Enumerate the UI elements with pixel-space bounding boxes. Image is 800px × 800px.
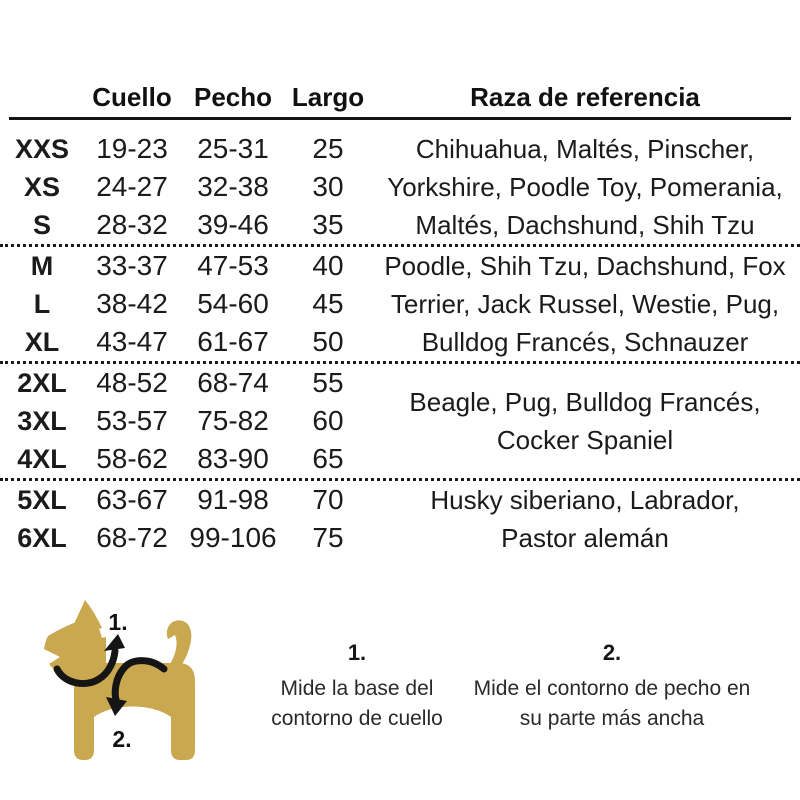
size-row (0, 168, 370, 206)
largo-value: 65 (312, 443, 344, 474)
table-body (0, 120, 800, 557)
pecho-value: 99-106 (189, 522, 277, 553)
size-row (0, 206, 370, 244)
size-group (0, 120, 800, 247)
diagram-label-2: 2. (112, 726, 132, 752)
size-row (0, 402, 370, 440)
size-row (0, 481, 370, 519)
cuello-value: 33-37 (96, 250, 168, 281)
cuello-value: 48-52 (96, 367, 168, 398)
size-row (0, 285, 370, 323)
cuello-value: 28-32 (96, 209, 168, 240)
size-label: S (32, 209, 51, 240)
size-row (0, 247, 370, 285)
size-label: M (30, 250, 54, 281)
cuello-value: 24-27 (96, 171, 168, 202)
cuello-value: 43-47 (96, 326, 168, 357)
cuello-value: 58-62 (96, 443, 168, 474)
size-label: 3XL (17, 405, 67, 436)
measurement-rows (0, 364, 370, 478)
size-row (0, 130, 370, 168)
measurement-rows (0, 481, 370, 557)
dog-diagram-svg (28, 593, 248, 793)
measurement-rows (0, 130, 370, 244)
largo-value: 45 (312, 288, 344, 319)
cuello-value: 68-72 (96, 522, 168, 553)
largo-value: 40 (312, 250, 344, 281)
step-1-number: 1. (347, 640, 367, 665)
dog-tail (167, 620, 191, 672)
measurement-rows (0, 247, 370, 361)
size-group (0, 364, 800, 481)
largo-value: 60 (312, 405, 344, 436)
size-row (0, 519, 370, 557)
step-2-text: Mide el contorno de pecho en su parte más ancha (473, 677, 751, 730)
size-row (0, 364, 370, 402)
largo-value: 75 (312, 522, 344, 553)
pecho-value: 75-82 (197, 405, 269, 436)
breed-reference: Beagle, Pug, Bulldog Francés, Cocker Spaniel (409, 387, 761, 455)
size-label: 4XL (17, 443, 67, 474)
neck-arrowhead-icon (104, 634, 125, 651)
pecho-value: 54-60 (197, 288, 269, 319)
cuello-value: 38-42 (96, 288, 168, 319)
pecho-value: 32-38 (197, 171, 269, 202)
size-chart-table (0, 77, 800, 557)
step-1-text: Mide la base del contorno de cuello (271, 677, 443, 730)
largo-value: 55 (312, 367, 344, 398)
pecho-value: 39-46 (197, 209, 269, 240)
diagram-label-1: 1. (108, 609, 128, 635)
instruction-step-1 (252, 641, 462, 734)
pecho-value: 61-67 (197, 326, 269, 357)
largo-value: 35 (312, 209, 344, 240)
header-largo: Largo (291, 81, 365, 112)
pecho-value: 25-31 (197, 133, 269, 164)
largo-value: 30 (312, 171, 344, 202)
size-label: XS (23, 171, 61, 202)
table-header-row (0, 77, 800, 117)
pecho-value: 47-53 (197, 250, 269, 281)
largo-value: 50 (312, 326, 344, 357)
size-group (0, 247, 800, 364)
header-cuello: Cuello (92, 81, 172, 112)
breed-reference: Poodle, Shih Tzu, Dachshund, Fox Terrier, Jack Russel, Westie, Pug, Bulldog Francés, Schnauzer (384, 251, 786, 357)
size-row (0, 323, 370, 361)
pecho-value: 83-90 (197, 443, 269, 474)
header-pecho: Pecho (193, 81, 273, 112)
cuello-value: 63-67 (96, 484, 168, 515)
dog-body (74, 663, 195, 760)
size-label: XXS (14, 133, 70, 164)
cuello-value: 19-23 (96, 133, 168, 164)
dog-measurement-diagram (28, 593, 248, 793)
largo-value: 25 (312, 133, 344, 164)
pecho-value: 91-98 (197, 484, 269, 515)
instruction-step-2 (452, 641, 772, 734)
cuello-value: 53-57 (96, 405, 168, 436)
step-2-number: 2. (602, 640, 622, 665)
size-label: 2XL (17, 367, 67, 398)
size-row (0, 440, 370, 478)
size-label: 6XL (17, 522, 67, 553)
breed-reference: Chihuahua, Maltés, Pinscher, Yorkshire, Poodle Toy, Pomerania, Maltés, Dachshund, Shih Tzu (387, 134, 783, 240)
size-label: L (33, 288, 51, 319)
size-group (0, 481, 800, 557)
breed-reference: Husky siberiano, Labrador, Pastor alemán (430, 485, 740, 553)
largo-value: 70 (312, 484, 344, 515)
pecho-value: 68-74 (197, 367, 269, 398)
size-label: 5XL (17, 484, 67, 515)
size-label: XL (24, 326, 60, 357)
header-raza: Raza de referencia (470, 81, 700, 112)
